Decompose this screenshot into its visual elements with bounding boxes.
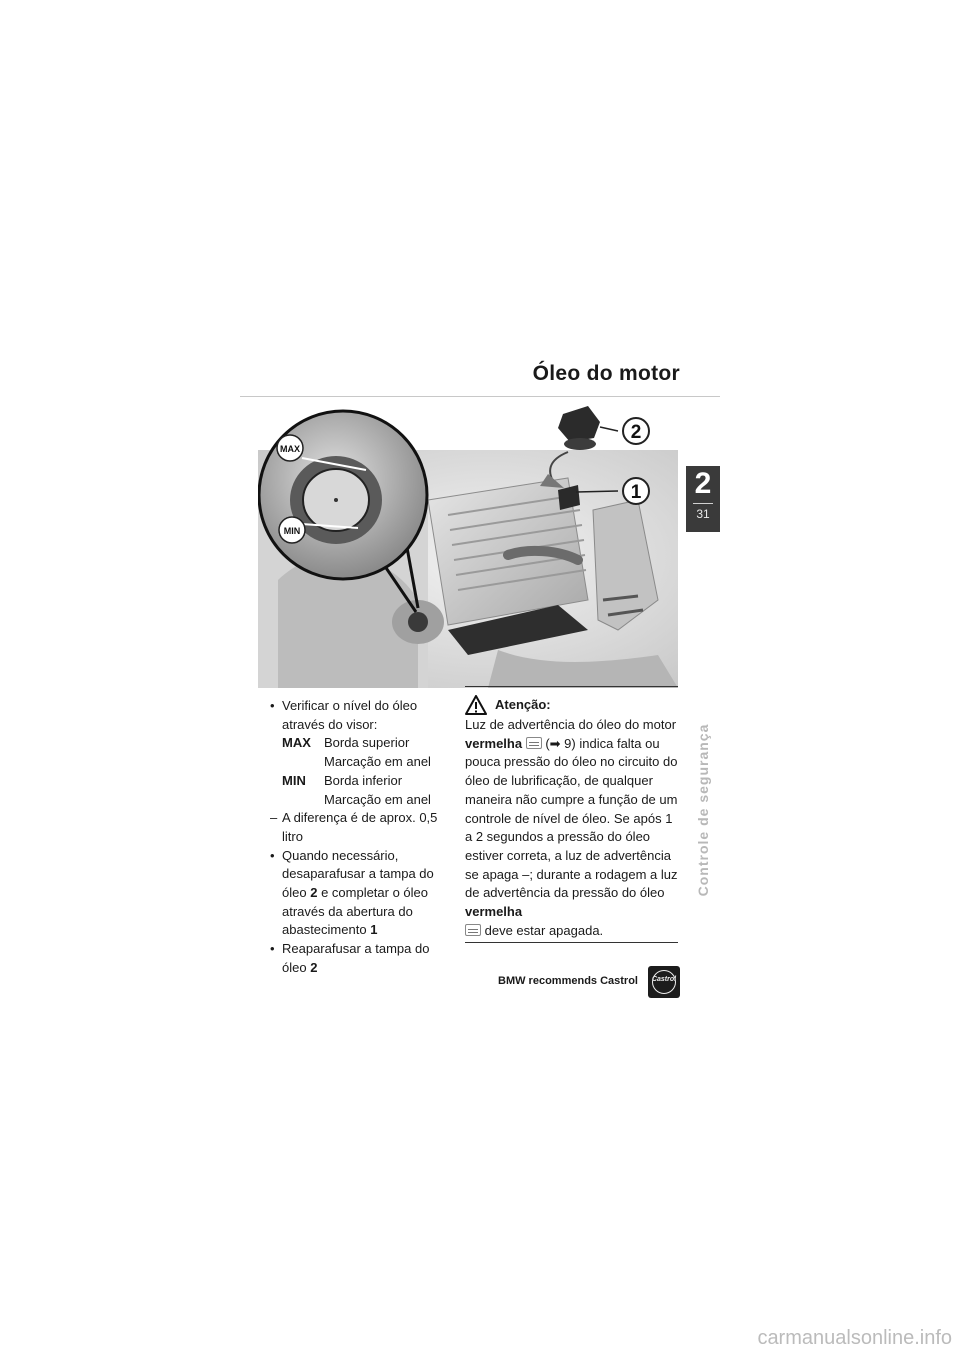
min-mark-label: [279, 517, 305, 543]
dash-marker: –: [270, 810, 278, 826]
callout-1-leader: [576, 491, 618, 492]
section-side-label-text: Controle de segurança: [695, 723, 711, 897]
level-max-term: MAX: [282, 735, 311, 751]
callout-2: [623, 418, 649, 444]
level-max-definition: Borda superior Marcação em anel: [324, 735, 431, 770]
title-divider: [240, 396, 720, 397]
callout-1: [623, 478, 649, 504]
instruction-step-refill: • Quando necessário, desaparafusar a tampa do óleo 2 e completar o óleo através da abertura do abastecimento 1: [270, 847, 434, 938]
footer-brand-text: BMW recommends Castrol: [498, 975, 638, 987]
svg-text:1: 1: [630, 482, 642, 503]
oil-cap: [558, 406, 600, 450]
oil-pressure-lamp-icon: [526, 737, 542, 749]
warning-heading: [465, 695, 678, 715]
level-min-entry: [270, 772, 456, 809]
chapter-tab: [686, 466, 720, 532]
level-min-definition: Borda inferior Marcação em anel: [324, 772, 431, 807]
oil-pressure-lamp-icon: [465, 924, 481, 936]
max-mark-label: [277, 435, 303, 461]
instruction-step-check: • Verificar o nível do óleo através do visor:: [270, 698, 418, 732]
svg-text:MAX: MAX: [280, 444, 300, 454]
ref-oil-cap: 2: [310, 959, 318, 975]
chapter-number: 2: [694, 467, 712, 500]
level-min-term: MIN: [282, 772, 306, 788]
svg-text:MIN: MIN: [283, 526, 301, 536]
section-side-label: [690, 720, 716, 900]
warning-text: Luz de advertência do óleo do motor vermelha (➡ 9) indica falta ou pouca pressão do óleo no circuito do óleo de lubrificação, de qualquer maneira não cumpre a função de um controle de nível de óleo. Se após 1 a 2 segundos a pressão do óleo estiver correta, a luz de advertência se apaga –; durante a rodagem a luz de advertência da pressão do óleo vermelha deve estar apagada.: [465, 717, 678, 938]
bullet: •: [270, 847, 275, 863]
bullet: •: [270, 941, 275, 957]
instruction-step-refit: • Reaparafusar a tampa do óleo 2: [270, 941, 430, 975]
svg-text:2: 2: [630, 422, 642, 443]
callout-2-leader: [600, 427, 618, 431]
warning-triangle-icon: [465, 695, 487, 715]
warning-box: [465, 686, 678, 943]
oil-sight-glass: [408, 612, 428, 632]
level-max-entry: [270, 734, 456, 771]
engine-oil-figure: [258, 400, 678, 688]
ref-filler-opening: 1: [370, 922, 378, 938]
page-reference: (➡ 9): [545, 735, 576, 751]
footer: [400, 966, 680, 1000]
castrol-logo-icon: Castrol: [648, 966, 680, 998]
instructions: [270, 697, 456, 978]
bullet: •: [270, 698, 275, 713]
ref-oil-cap: 2: [310, 885, 318, 901]
page-title: Óleo do motor: [532, 362, 680, 385]
warning-heading-text: Atenção:: [495, 696, 551, 712]
watermark: carmanualsonline.info: [757, 1327, 952, 1349]
page-number: 31: [696, 507, 710, 521]
instruction-note-difference: – A diferença é de aprox. 0,5 litro: [270, 810, 438, 844]
